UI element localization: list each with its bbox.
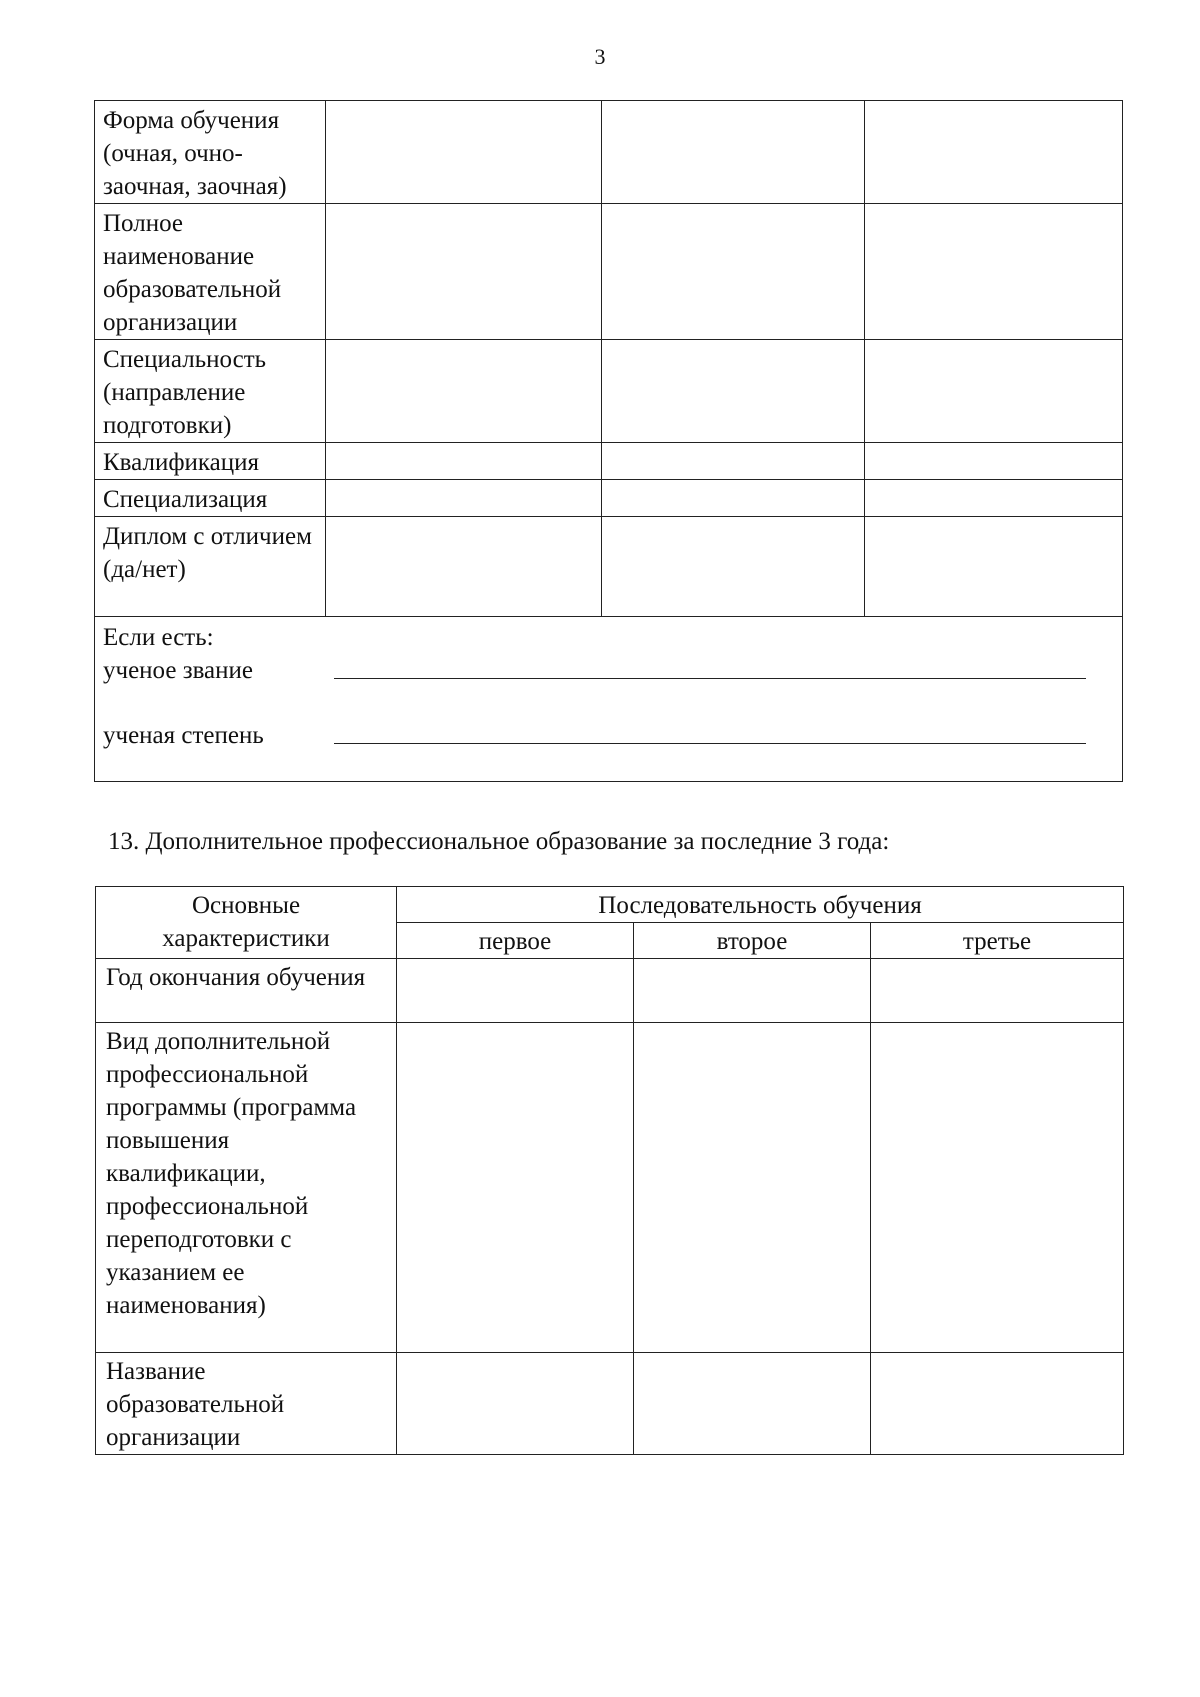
- row-label-graduation-year: Год окончания обучения: [96, 959, 397, 1023]
- table-row: [95, 443, 1123, 480]
- table-row: [96, 959, 1124, 1023]
- table-header-row: [96, 887, 1124, 923]
- table-row: [95, 204, 1123, 340]
- academic-title-row: [103, 654, 1114, 687]
- academic-degree-row: [103, 719, 1114, 752]
- additional-education-table: [95, 886, 1124, 1455]
- table-cell[interactable]: [602, 101, 865, 204]
- column-header-second: второе: [634, 923, 871, 959]
- academic-title-label: ученое звание: [103, 657, 253, 684]
- table-row: [96, 1023, 1124, 1353]
- row-label-organization: Полное наименование образовательной организации: [95, 204, 326, 340]
- row-label-program-type: Вид дополнительной профессиональной программы (программа повышения квалификации, профессиональной переподготовки с указанием ее наименования): [96, 1023, 397, 1353]
- table-row: [95, 340, 1123, 443]
- table-cell[interactable]: [602, 340, 865, 443]
- table-cell[interactable]: [397, 1023, 634, 1353]
- column-header-third: третье: [871, 923, 1124, 959]
- academic-degree-cell: [95, 617, 1123, 782]
- row-label-study-form: Форма обучения (очная, очно-заочная, заочная): [95, 101, 326, 204]
- section-13-heading: 13. Дополнительное профессиональное образование за последние 3 года:: [108, 828, 890, 855]
- row-label-specialization: Специализация: [95, 480, 326, 517]
- sequence-header: Последовательность обучения: [397, 887, 1124, 923]
- table-cell[interactable]: [865, 443, 1123, 480]
- table-cell[interactable]: [326, 204, 602, 340]
- table-row: [95, 617, 1123, 782]
- table-cell[interactable]: [634, 1023, 871, 1353]
- table-cell[interactable]: [602, 517, 865, 617]
- table-cell[interactable]: [397, 959, 634, 1023]
- table-cell[interactable]: [865, 480, 1123, 517]
- row-label-qualification: Квалификация: [95, 443, 326, 480]
- table-cell[interactable]: [326, 517, 602, 617]
- table-cell[interactable]: [865, 517, 1123, 617]
- characteristics-header: Основные характеристики: [96, 887, 397, 959]
- table-row: [95, 517, 1123, 617]
- column-header-first: первое: [397, 923, 634, 959]
- table-row: [96, 1353, 1124, 1455]
- table-cell[interactable]: [865, 340, 1123, 443]
- table-cell[interactable]: [602, 204, 865, 340]
- table-cell[interactable]: [326, 443, 602, 480]
- table-cell[interactable]: [602, 443, 865, 480]
- table-cell[interactable]: [602, 480, 865, 517]
- table-cell[interactable]: [326, 340, 602, 443]
- row-label-specialty: Специальность (направление подготовки): [95, 340, 326, 443]
- row-label-organization-name: Название образовательной организации: [96, 1353, 397, 1455]
- row-label-diploma-honors: Диплом с отличием (да/нет): [95, 517, 326, 617]
- table-cell[interactable]: [397, 1353, 634, 1455]
- academic-degree-field[interactable]: [334, 742, 1086, 744]
- table-cell[interactable]: [634, 1353, 871, 1455]
- table-cell[interactable]: [871, 959, 1124, 1023]
- table-row: [95, 101, 1123, 204]
- table-cell[interactable]: [871, 1353, 1124, 1455]
- page-number: 3: [594, 44, 606, 69]
- academic-degree-label: ученая степень: [103, 722, 264, 749]
- table-cell[interactable]: [326, 480, 602, 517]
- table-cell[interactable]: [865, 101, 1123, 204]
- table-cell[interactable]: [865, 204, 1123, 340]
- table-cell[interactable]: [871, 1023, 1124, 1353]
- degree-intro: Если есть:: [103, 624, 214, 651]
- academic-title-field[interactable]: [334, 677, 1086, 679]
- table-cell[interactable]: [634, 959, 871, 1023]
- table-cell[interactable]: [326, 101, 602, 204]
- table-row: [95, 480, 1123, 517]
- education-table: [94, 100, 1123, 782]
